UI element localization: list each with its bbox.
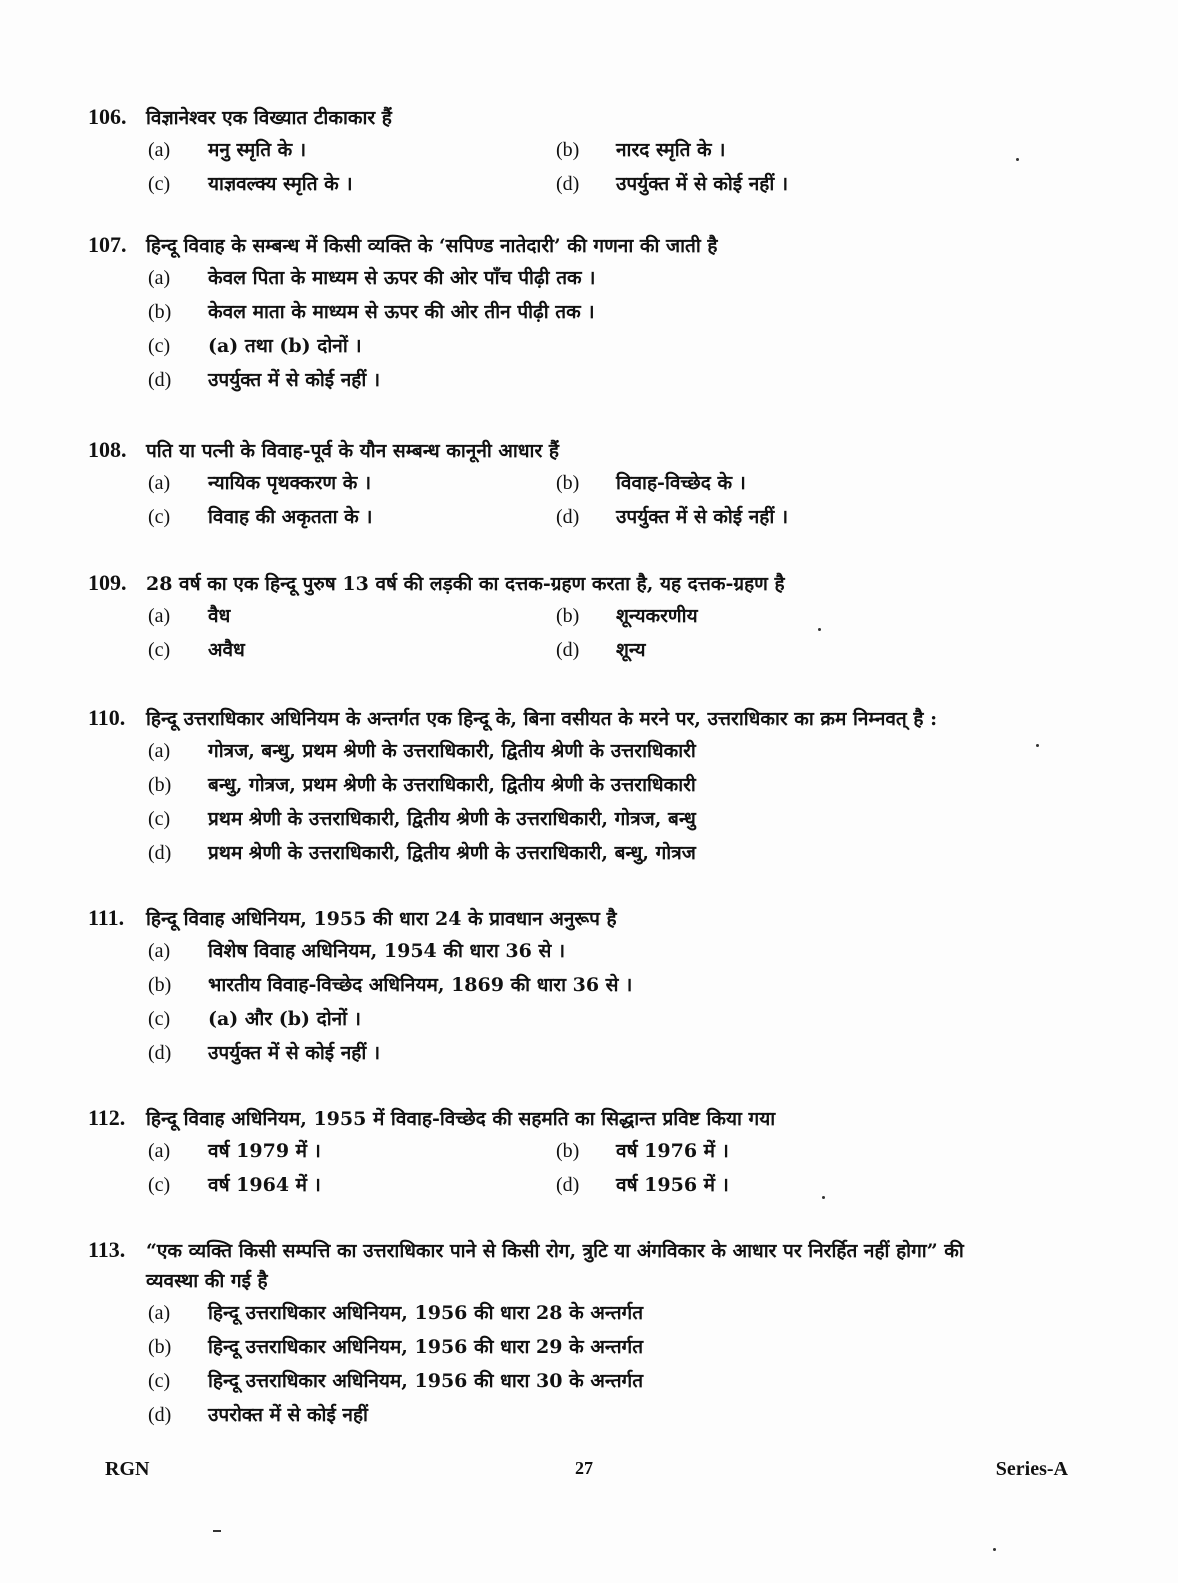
option-c: (c) प्रथम श्रेणी के उत्तराधिकारी, द्वितीय श्रेणी के उत्तराधिकारी, गोत्रज, बन्धु: [148, 808, 696, 830]
question-text: हिन्दू विवाह के सम्बन्ध में किसी व्यक्ति के ‘सपिण्ड नातेदारी’ की गणना की जाती है: [146, 235, 718, 257]
footer-code: RGN: [105, 1458, 150, 1480]
option-d: (d) उपरोक्त में से कोई नहीं: [148, 1404, 368, 1426]
option-a: (a) केवल पिता के माध्यम से ऊपर की ओर पाँच पीढ़ी तक ।: [148, 267, 596, 289]
question-106: [88, 102, 1088, 201]
option-b: (b) बन्धु, गोत्रज, प्रथम श्रेणी के उत्तराधिकारी, द्वितीय श्रेणी के उत्तराधिकारी: [148, 774, 696, 796]
series-label: Series-A: [995, 1458, 1068, 1480]
option-a: (a) वैध: [148, 605, 231, 627]
option-c: (c) विवाह की अकृतता के ।: [148, 506, 373, 528]
question-text: 28 वर्ष का एक हिन्दू पुरुष 13 वर्ष की लड़की का दत्तक-ग्रहण करता है, यह दत्तक-ग्रहण है: [146, 573, 785, 595]
option-b: (b) केवल माता के माध्यम से ऊपर की ओर तीन पीढ़ी तक ।: [148, 301, 595, 323]
question-text: हिन्दू उत्तराधिकार अधिनियम के अन्तर्गत एक हिन्दू के, बिना वसीयत के मरने पर, उत्तराधिकार का क्रम निम्नवत् है :: [146, 708, 938, 730]
question-number: 112.: [88, 1105, 126, 1130]
question-112: [88, 1103, 1088, 1202]
option-d: (d) उपर्युक्त में से कोई नहीं ।: [556, 173, 789, 195]
option-b: (b) हिन्दू उत्तराधिकार अधिनियम, 1956 की धारा 29 के अन्तर्गत: [148, 1336, 644, 1358]
question-number: 109.: [88, 570, 127, 595]
question-text-continued: व्यवस्था की गई है: [146, 1270, 268, 1292]
option-a: (a) मनु स्मृति के ।: [148, 139, 307, 161]
option-a: (a) गोत्रज, बन्धु, प्रथम श्रेणी के उत्तराधिकारी, द्वितीय श्रेणी के उत्तराधिकारी: [148, 740, 696, 762]
option-d: (d) प्रथम श्रेणी के उत्तराधिकारी, द्वितीय श्रेणी के उत्तराधिकारी, बन्धु, गोत्रज: [148, 842, 696, 864]
question-number: 106.: [88, 104, 127, 129]
option-c: (c) याज्ञवल्क्य स्मृति के ।: [148, 173, 353, 195]
question-number: 110.: [88, 705, 126, 730]
option-a: (a) वर्ष 1979 में ।: [148, 1140, 321, 1162]
question-108: [88, 435, 1088, 534]
option-a: (a) विशेष विवाह अधिनियम, 1954 की धारा 36 से ।: [148, 940, 566, 962]
question-text: हिन्दू विवाह अधिनियम, 1955 में विवाह-विच्छेद की सहमति का सिद्धान्त प्रविष्ट किया गया: [146, 1108, 776, 1130]
option-d: (d) उपर्युक्त में से कोई नहीं ।: [148, 369, 381, 391]
question-text: विज्ञानेश्वर एक विख्यात टीकाकार हैं: [146, 107, 392, 129]
scan-speck: [213, 1530, 221, 1532]
option-d: (d) शून्य: [556, 639, 646, 661]
option-d: (d) उपर्युक्त में से कोई नहीं ।: [556, 506, 789, 528]
option-c: (c) वर्ष 1964 में ।: [148, 1174, 321, 1196]
question-110: [88, 703, 1148, 870]
option-a: (a) हिन्दू उत्तराधिकार अधिनियम, 1956 की धारा 28 के अन्तर्गत: [148, 1302, 644, 1324]
option-c: (c) अवैध: [148, 639, 245, 661]
question-number: 108.: [88, 437, 127, 462]
option-b: (b) विवाह-विच्छेद के ।: [556, 472, 746, 494]
option-b: (b) भारतीय विवाह-विच्छेद अधिनियम, 1869 की धारा 36 से ।: [148, 974, 633, 996]
option-b: (b) नारद स्मृति के ।: [556, 139, 726, 161]
question-113: [88, 1235, 1088, 1432]
page-number: 27: [575, 1458, 593, 1478]
scan-speck: [993, 1548, 996, 1551]
option-a: (a) न्यायिक पृथक्करण के ।: [148, 472, 372, 494]
option-c: (c) (a) और (b) दोनों ।: [148, 1008, 361, 1030]
question-number: 113.: [88, 1237, 126, 1262]
scan-speck: [1036, 744, 1039, 747]
scan-speck: [822, 1196, 825, 1199]
question-111: [88, 903, 1088, 1070]
option-d: (d) वर्ष 1956 में ।: [556, 1174, 729, 1196]
option-d: (d) उपर्युक्त में से कोई नहीं ।: [148, 1042, 381, 1064]
question-text: “एक व्यक्ति किसी सम्पत्ति का उत्तराधिकार पाने से किसी रोग, त्रुटि या अंगविकार के आधार पर निरर्हित नहीं होगा” की: [146, 1240, 964, 1262]
page-footer: [105, 1458, 1068, 1488]
question-number: 111.: [88, 905, 125, 930]
scan-speck: [818, 628, 821, 631]
scan-speck: [1016, 158, 1019, 161]
option-b: (b) वर्ष 1976 में ।: [556, 1140, 729, 1162]
option-c: (c) (a) तथा (b) दोनों ।: [148, 335, 362, 357]
option-b: (b) शून्यकरणीय: [556, 605, 698, 627]
question-107: [88, 230, 1088, 397]
question-text: पति या पत्नी के विवाह-पूर्व के यौन सम्बन्ध कानूनी आधार हैं: [146, 440, 559, 462]
question-number: 107.: [88, 232, 127, 257]
question-109: [88, 568, 1088, 667]
option-c: (c) हिन्दू उत्तराधिकार अधिनियम, 1956 की धारा 30 के अन्तर्गत: [148, 1370, 644, 1392]
question-text: हिन्दू विवाह अधिनियम, 1955 की धारा 24 के प्रावधान अनुरूप है: [146, 908, 617, 930]
